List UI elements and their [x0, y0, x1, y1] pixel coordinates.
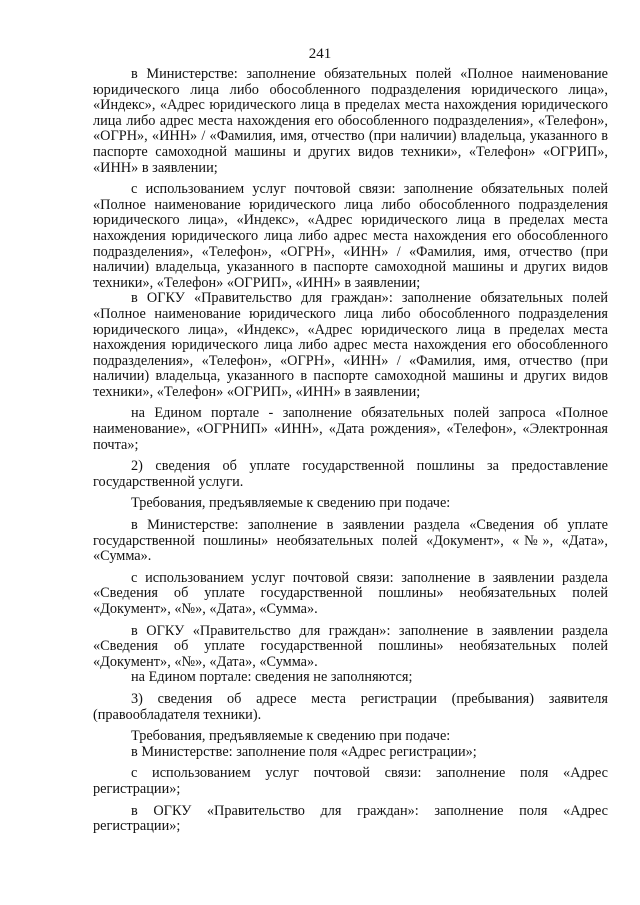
paragraph-ogku-address-field: в ОГКУ «Правительство для граждан»: заполнение поля «Адрес регистрации»;: [93, 802, 608, 835]
paragraph-item-2-state-fee: 2) сведения об уплате государственной пошлины за предоставление государственной услуги.: [93, 458, 608, 490]
paragraph-portal-fee-fields: на Едином портале: сведения не заполняются;: [131, 669, 413, 686]
paragraph-postal-address-field: с использованием услуг почтовой связи: заполнение поля «Адрес регистрации»;: [93, 765, 608, 797]
paragraph-postal-required-fields: с использованием услуг почтовой связи: заполнение обязательных полей «Полное наименование юридического лица либо обособленного подразделения юридического лица», «Индекс», «Адрес юридического лица в пределах места нахождения юридического лица либо адрес места нахождения его обособленного подразделения», «Телефон», «ОГРН», «ИНН» / «Фамилия, имя, отчество (при наличии) владельца, указанного в паспорте самоходной машины и других видов техники», «Телефон» «ОГРИП», «ИНН» в заявлении;: [93, 181, 608, 291]
paragraph-requirements-heading-2: Требования, предъявляемые к сведению при подаче:: [131, 728, 451, 745]
paragraph-ministry-address-field: в Министерстве: заполнение поля «Адрес регистрации»;: [131, 743, 477, 760]
paragraph-ogku-fee-fields: в ОГКУ «Правительство для граждан»: заполнение в заявлении раздела «Сведения об уплате государственной пошлины» необязательных полей «Документ», «№», «Дата», «Сумма».: [93, 622, 608, 670]
paragraph-postal-fee-fields: с использованием услуг почтовой связи: заполнение в заявлении раздела «Сведения об уплате государственной пошлины» необязательных полей «Документ», «№», «Дата», «Сумма».: [93, 569, 608, 617]
paragraph-requirements-heading: Требования, предъявляемые к сведению при подаче:: [131, 495, 451, 512]
paragraph-item-3-address: 3) сведения об адресе места регистрации (пребывания) заявителя (правообладателя техники).: [93, 690, 608, 723]
paragraph-ogku-required-fields: в ОГКУ «Правительство для граждан»: заполнение обязательных полей «Полное наименование юридического лица либо обособленного подразделения юридического лица», «Индекс», «Адрес юридического лица в пределах места нахождения юридического лица либо адрес места нахождения его обособленного подразделения», «Телефон», «ОГРН», «ИНН» / «Фамилия, имя, отчество (при наличии) владельца, указанного в паспорте самоходной машины и других видов техники», «Телефон» «ОГРИП», «ИНН» в заявлении;: [93, 290, 608, 400]
paragraph-portal-required-fields: на Едином портале - заполнение обязательных полей запроса «Полное наименование», «ОГРНИП» «ИНН», «Дата рождения», «Телефон», «Электронная почта»;: [93, 405, 608, 453]
page-number: 241: [308, 46, 332, 62]
paragraph-ministry-fee-fields: в Министерстве: заполнение в заявлении раздела «Сведения об уплате государственной пошлины» необязательных полей «Документ», «№», «Дата», «Сумма».: [93, 517, 608, 565]
document-body: [93, 67, 608, 835]
paragraph-ministry-required-fields: в Министерстве: заполнение обязательных полей «Полное наименование юридического лица либо обособленного подразделения юридического лица», «Индекс», «Адрес юридического лица в пределах места нахождения юридического лица либо адрес места нахождения его обособленного подразделения», «Телефон», «ОГРН», «ИНН» / «Фамилия, имя, отчество (при наличии) владельца, указанного в паспорте самоходной машины и других видов техники», «Телефон» «ОГРИП», «ИНН» в заявлении;: [93, 66, 608, 176]
